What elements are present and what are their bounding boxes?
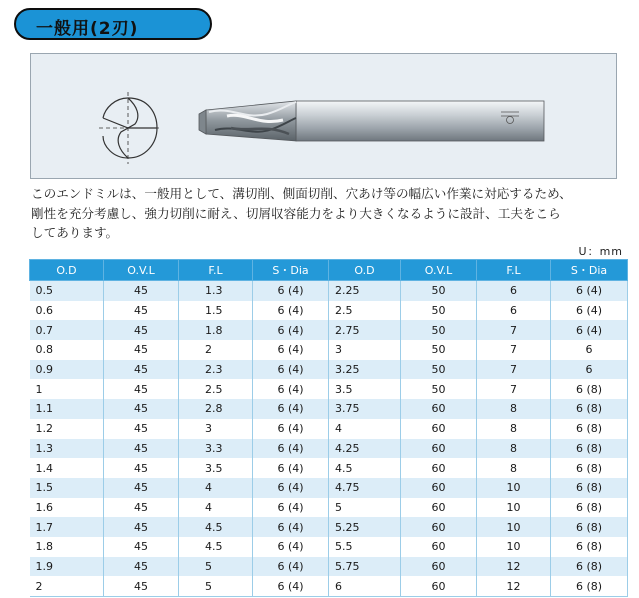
table-row (30, 498, 628, 518)
cell-ovl: 60 (401, 439, 477, 459)
cell-fl: 12 (477, 576, 551, 596)
cell-od: 4.5 (329, 458, 401, 478)
cell-sdia: 6 (8) (551, 498, 628, 518)
header-sdia: S・Dia (253, 260, 329, 281)
description-line: してあります。 (31, 225, 119, 240)
cell-ovl: 60 (401, 557, 477, 577)
table-row (30, 301, 628, 321)
cell-od: 6 (329, 576, 401, 596)
cell-sdia: 6 (4) (253, 517, 329, 537)
cell-fl: 8 (477, 419, 551, 439)
cell-sdia: 6 (8) (551, 537, 628, 557)
cell-od: 1.6 (30, 498, 104, 518)
cell-sdia: 6 (8) (551, 399, 628, 419)
description-line: 剛性を充分考慮し、強力切削に耐え、切屑収容能力をより大きくなるように設計、工夫をこら (31, 205, 561, 221)
cell-ovl: 60 (401, 498, 477, 518)
cell-fl: 10 (477, 498, 551, 518)
cell-od: 1.5 (30, 478, 104, 498)
cell-od: 1 (30, 379, 104, 399)
cell-ovl: 60 (401, 399, 477, 419)
cell-od: 4.75 (329, 478, 401, 498)
cell-od: 0.5 (30, 281, 104, 301)
table-row (30, 439, 628, 459)
cell-od: 1.1 (30, 399, 104, 419)
cell-fl: 4 (179, 478, 253, 498)
cell-fl: 5 (179, 576, 253, 596)
cell-fl: 1.3 (179, 281, 253, 301)
cell-fl: 3.3 (179, 439, 253, 459)
cell-ovl: 45 (104, 340, 179, 360)
cell-fl: 4 (179, 498, 253, 518)
cell-sdia: 6 (8) (551, 419, 628, 439)
cell-sdia: 6 (4) (253, 379, 329, 399)
cell-fl: 6 (477, 301, 551, 321)
title-banner (14, 8, 212, 40)
cell-ovl: 45 (104, 399, 179, 419)
cell-ovl: 60 (401, 576, 477, 596)
header-od: O.D (30, 260, 104, 281)
cell-od: 1.4 (30, 458, 104, 478)
cell-sdia: 6 (8) (551, 576, 628, 596)
cell-ovl: 45 (104, 557, 179, 577)
cell-sdia: 6 (4) (253, 458, 329, 478)
cell-sdia: 6 (4) (253, 498, 329, 518)
cell-fl: 10 (477, 517, 551, 537)
table-row (30, 478, 628, 498)
cell-od: 2 (30, 576, 104, 596)
cell-od: 3 (329, 340, 401, 360)
cell-ovl: 45 (104, 301, 179, 321)
cell-fl: 8 (477, 439, 551, 459)
cell-ovl: 50 (401, 301, 477, 321)
cell-sdia: 6 (4) (253, 281, 329, 301)
cell-fl: 7 (477, 379, 551, 399)
cell-fl: 7 (477, 320, 551, 340)
cell-ovl: 60 (401, 537, 477, 557)
cell-fl: 10 (477, 478, 551, 498)
cell-od: 0.9 (30, 360, 104, 380)
cell-od: 1.3 (30, 439, 104, 459)
header-fl: F.L (179, 260, 253, 281)
cell-od: 4 (329, 419, 401, 439)
cell-fl: 8 (477, 458, 551, 478)
cell-sdia: 6 (8) (551, 478, 628, 498)
cell-od: 3.25 (329, 360, 401, 380)
cell-od: 1.8 (30, 537, 104, 557)
cell-fl: 7 (477, 340, 551, 360)
cell-sdia: 6 (8) (551, 439, 628, 459)
cell-sdia: 6 (4) (253, 557, 329, 577)
header-ovl: O.V.L (104, 260, 179, 281)
cell-ovl: 45 (104, 537, 179, 557)
cell-fl: 4.5 (179, 537, 253, 557)
cell-ovl: 50 (401, 320, 477, 340)
cell-od: 4.25 (329, 439, 401, 459)
cell-sdia: 6 (551, 340, 628, 360)
table-row (30, 517, 628, 537)
cell-sdia: 6 (8) (551, 517, 628, 537)
cell-fl: 5 (179, 557, 253, 577)
cell-fl: 2.5 (179, 379, 253, 399)
cell-ovl: 45 (104, 458, 179, 478)
cell-ovl: 45 (104, 498, 179, 518)
cell-fl: 1.5 (179, 301, 253, 321)
cell-ovl: 60 (401, 458, 477, 478)
cell-sdia: 6 (4) (253, 478, 329, 498)
end-mill-illustration (31, 54, 618, 180)
cell-od: 1.7 (30, 517, 104, 537)
cell-ovl: 45 (104, 281, 179, 301)
cell-od: 0.7 (30, 320, 104, 340)
cell-fl: 1.8 (179, 320, 253, 340)
cell-od: 3.75 (329, 399, 401, 419)
cell-sdia: 6 (4) (253, 360, 329, 380)
header-sdia: S・Dia (551, 260, 628, 281)
cell-ovl: 50 (401, 340, 477, 360)
cell-ovl: 45 (104, 478, 179, 498)
cell-sdia: 6 (8) (551, 379, 628, 399)
table-row (30, 320, 628, 340)
table-row (30, 458, 628, 478)
cell-od: 5.25 (329, 517, 401, 537)
table-row (30, 419, 628, 439)
table-row (30, 360, 628, 380)
cell-sdia: 6 (4) (253, 340, 329, 360)
cell-sdia: 6 (4) (253, 419, 329, 439)
cell-sdia: 6 (4) (253, 399, 329, 419)
spec-table (29, 259, 628, 597)
header-od: O.D (329, 260, 401, 281)
table-row (30, 557, 628, 577)
cell-sdia: 6 (4) (551, 320, 628, 340)
cell-sdia: 6 (4) (253, 439, 329, 459)
cell-od: 3.5 (329, 379, 401, 399)
cell-sdia: 6 (4) (253, 320, 329, 340)
cell-ovl: 50 (401, 281, 477, 301)
cell-od: 2.5 (329, 301, 401, 321)
cell-sdia: 6 (4) (253, 301, 329, 321)
cell-ovl: 45 (104, 360, 179, 380)
cell-od: 5 (329, 498, 401, 518)
cell-sdia: 6 (8) (551, 458, 628, 478)
cell-ovl: 45 (104, 576, 179, 596)
cell-ovl: 50 (401, 360, 477, 380)
cell-od: 0.8 (30, 340, 104, 360)
page-title: 一般用(2刃) (36, 19, 139, 39)
header-ovl: O.V.L (401, 260, 477, 281)
cell-fl: 2.3 (179, 360, 253, 380)
cell-ovl: 45 (104, 379, 179, 399)
cell-od: 1.2 (30, 419, 104, 439)
cell-sdia: 6 (4) (253, 537, 329, 557)
unit-label: U：mm (578, 245, 623, 258)
cell-ovl: 45 (104, 517, 179, 537)
cell-fl: 10 (477, 537, 551, 557)
cell-ovl: 60 (401, 419, 477, 439)
cell-fl: 4.5 (179, 517, 253, 537)
table-row (30, 537, 628, 557)
cell-ovl: 45 (104, 419, 179, 439)
table-row (30, 340, 628, 360)
cell-ovl: 60 (401, 478, 477, 498)
table-row (30, 576, 628, 596)
cell-fl: 3.5 (179, 458, 253, 478)
cell-sdia: 6 (8) (551, 557, 628, 577)
cell-fl: 7 (477, 360, 551, 380)
table-header-row (30, 260, 628, 281)
cell-ovl: 50 (401, 379, 477, 399)
table-row (30, 281, 628, 301)
cell-od: 2.75 (329, 320, 401, 340)
cell-fl: 12 (477, 557, 551, 577)
table-row (30, 379, 628, 399)
cell-od: 5.75 (329, 557, 401, 577)
side-view-icon (199, 101, 544, 141)
end-view-icon (99, 92, 161, 164)
cell-sdia: 6 (4) (253, 576, 329, 596)
cell-od: 0.6 (30, 301, 104, 321)
cell-fl: 2.8 (179, 399, 253, 419)
tool-illustration-panel (30, 53, 617, 179)
cell-od: 5.5 (329, 537, 401, 557)
cell-fl: 8 (477, 399, 551, 419)
cell-sdia: 6 (4) (551, 301, 628, 321)
cell-fl: 2 (179, 340, 253, 360)
header-fl: F.L (477, 260, 551, 281)
cell-od: 2.25 (329, 281, 401, 301)
cell-ovl: 45 (104, 320, 179, 340)
cell-fl: 3 (179, 419, 253, 439)
cell-sdia: 6 (551, 360, 628, 380)
description-line: このエンドミルは、一般用として、溝切削、側面切削、穴あけ等の幅広い作業に対応するため、 (31, 186, 572, 201)
cell-sdia: 6 (4) (551, 281, 628, 301)
description (31, 184, 631, 243)
cell-od: 1.9 (30, 557, 104, 577)
cell-fl: 6 (477, 281, 551, 301)
table-row (30, 399, 628, 419)
cell-ovl: 45 (104, 439, 179, 459)
table-body (30, 281, 628, 597)
cell-ovl: 60 (401, 517, 477, 537)
